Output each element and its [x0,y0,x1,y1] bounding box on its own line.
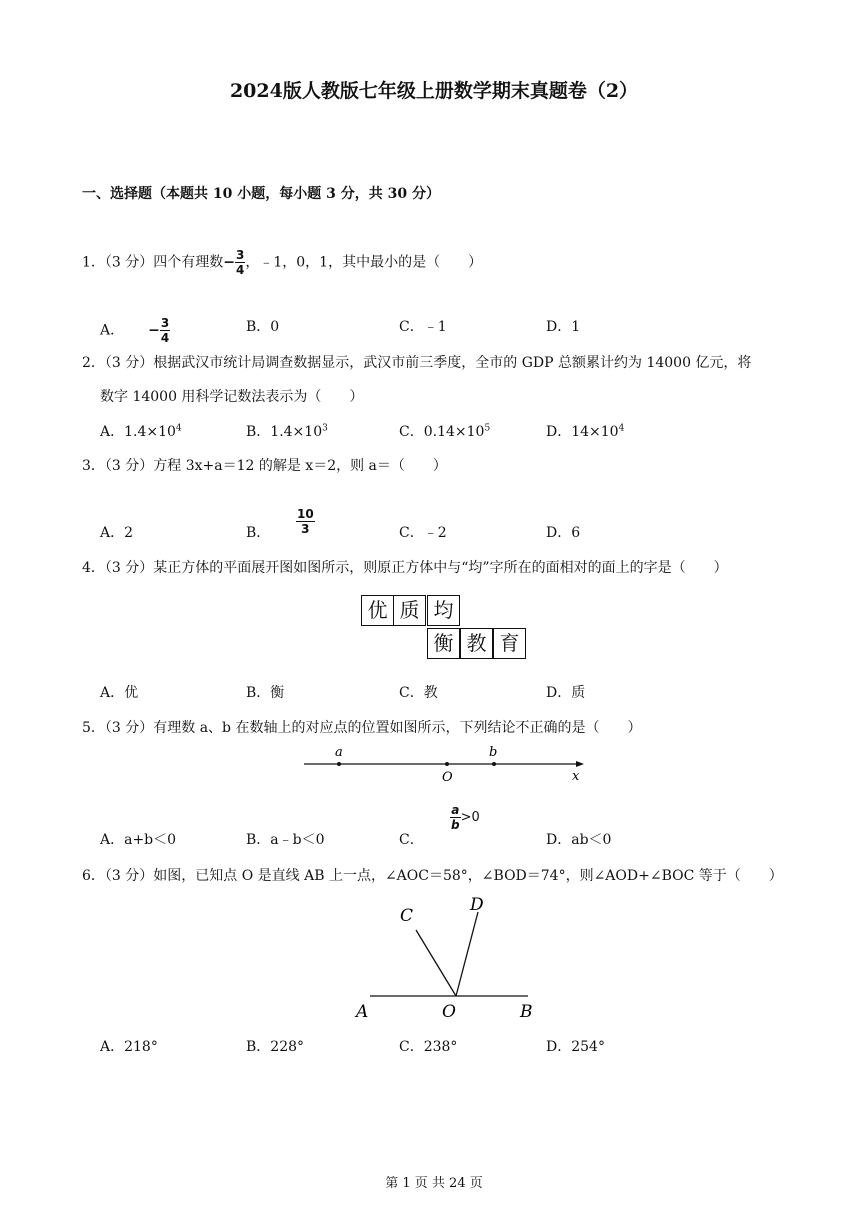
q3-option-a[interactable]: A．2 [100,525,134,541]
q3-option-d[interactable]: D．6 [546,525,581,541]
question-3: 3．（3 分）方程 3x+a＝12 的解是 x＝2，则 a＝（ ） [82,458,447,474]
q3-option-b-fraction: $\frac{10}{3}$ [297,507,314,536]
q5-option-c-expression: $\frac{a}{b}$ >0 [451,803,480,832]
q4-option-b[interactable]: B．衡 [246,685,285,701]
section-heading: 一、选择题（本题共 10 小题，每小题 3 分，共 30 分） [82,186,440,202]
q5-option-a[interactable]: A．a+b＜0 [100,832,177,848]
label-origin: O [442,770,453,785]
q2-option-d[interactable]: D．$14\times 10^4$ [546,423,625,440]
q2-option-c[interactable]: C．$0.14\times 10^5$ [399,423,491,440]
question-1-prefix: 1．（3 分）四个有理数 [82,254,224,271]
ray-oc [416,930,456,996]
q4-option-c[interactable]: C．教 [399,685,438,701]
q4-option-d[interactable]: D．质 [546,685,586,701]
page-title: 2024版人教版七年级上册数学期末真题卷（2） [229,80,639,102]
question-1-fraction: $\frac{3}{4}$ [236,248,245,277]
q1-option-c[interactable]: C．﹣1 [399,319,447,335]
question-2-line-1: 2．（3 分）根据武汉市统计局调查数据显示，武汉市前三季度，全市的 GDP 总额累计约为 14000 亿元，将 [82,355,752,371]
q5-option-b[interactable]: B．a﹣b＜0 [246,832,325,848]
q1-option-b[interactable]: B．0 [246,319,280,335]
question-6: 6．（3 分）如图，已知点 O 是直线 AB 上一点，∠AOC＝58°，∠BOD＝74°，则∠AOD+∠BOC 等于（ ） [82,868,783,884]
q6-option-a[interactable]: A．218° [100,1039,158,1055]
angle-figure [350,890,540,1025]
label-d: D [470,895,484,915]
q4-option-a[interactable]: A．优 [100,685,139,701]
cube-face-5: 教 [460,628,493,659]
cube-face-6: 育 [493,628,526,659]
cube-face-2: 质 [393,595,426,626]
q3-option-b-label[interactable]: B． [246,525,271,541]
page-footer: 第 1 页 共 24 页 [385,1176,483,1191]
question-5: 5．（3 分）有理数 a、b 在数轴上的对应点的位置如图所示，下列结论不正确的是（ ） [82,720,642,736]
label-b: b [489,745,498,760]
q5-option-c-label[interactable]: C． [399,832,424,848]
point-o [445,762,449,766]
q3-option-c[interactable]: C．﹣2 [399,525,447,541]
q1-option-d[interactable]: D．1 [546,319,581,335]
cube-face-1: 优 [361,595,394,626]
cube-face-4: 衡 [427,628,460,659]
q2-option-a[interactable]: A．$1.4\times 10^4$ [100,423,182,440]
number-line-figure [300,740,590,788]
label-x: x [572,769,580,784]
question-1: 1．（3 分）四个有理数− $\frac{3}{4}$ ，﹣1，0，1，其中最小的是（ ） [82,248,483,277]
label-c: C [400,906,414,926]
q1-option-a-fraction: $\frac{3}{4}$ [160,316,170,345]
point-b [492,762,496,766]
q6-option-b[interactable]: B．228° [246,1039,305,1055]
q5-option-d[interactable]: D．ab＜0 [546,832,612,848]
question-1-suffix: ，﹣1，0，1，其中最小的是（ ） [245,254,483,271]
q6-option-d[interactable]: D．254° [546,1039,605,1055]
label-b: B [520,1002,533,1022]
question-4: 4．（3 分）某正方体的平面展开图如图所示，则原正方体中与“均”字所在的面相对的面上的字是（ ） [82,560,728,576]
label-o: O [442,1002,456,1022]
ray-od [456,912,478,996]
q2-option-b[interactable]: B．$1.4\times 10^3$ [246,423,328,440]
q6-option-c[interactable]: C．238° [399,1039,458,1055]
cube-face-3: 均 [427,595,460,626]
point-a [337,762,341,766]
question-2-line-2: 数字 14000 用科学记数法表示为（ ） [100,389,364,405]
q1-option-a[interactable]: A． − $\frac{3}{4}$ [100,316,170,345]
label-a: a [335,745,343,760]
number-line-arrow [576,761,584,767]
label-a: A [356,1002,369,1022]
